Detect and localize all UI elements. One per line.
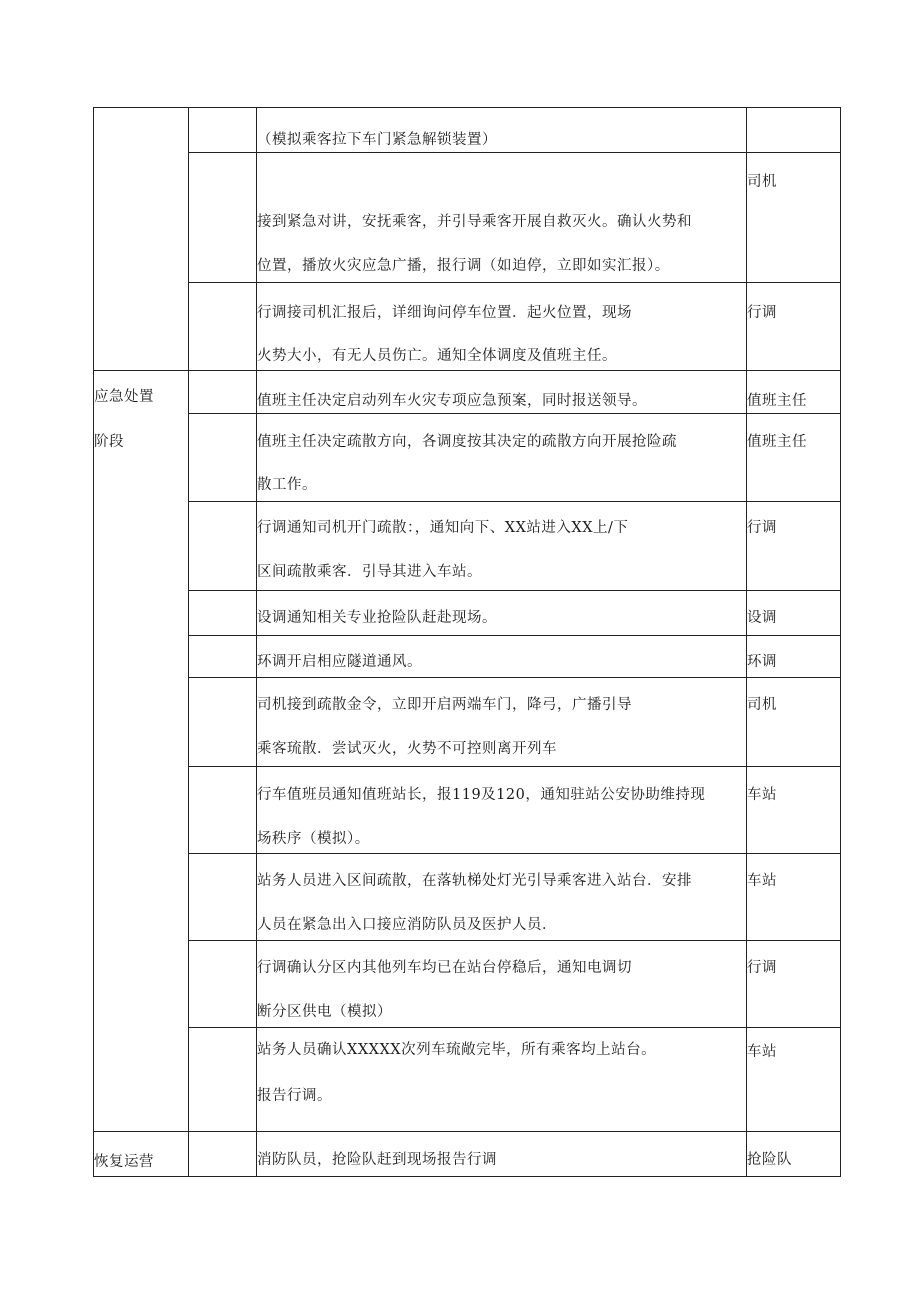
step-text: 报告行调。 — [257, 1088, 332, 1104]
step-text: 值班主任决定疏散方向，各调度按其决定的疏散方向开展抢险疏 — [257, 434, 677, 450]
table-row — [94, 371, 841, 414]
blank-cell — [189, 591, 257, 636]
blank-cell — [189, 767, 257, 854]
step-text: 司机接到疏散金令，立即开启两端车门，降弓，广播引导 — [257, 697, 632, 713]
step-text: 消防队员，抢险队赶到现场报告行调 — [257, 1152, 497, 1168]
role-cell — [747, 854, 841, 941]
table-row — [94, 153, 841, 283]
table-row — [94, 854, 841, 941]
step-content — [257, 767, 747, 854]
step-text: 散工作。 — [257, 477, 317, 493]
role-text: 设调 — [747, 610, 777, 626]
step-content — [257, 414, 747, 502]
blank-cell — [189, 502, 257, 591]
phase-cell-recovery — [94, 1132, 189, 1177]
role-cell — [747, 108, 841, 153]
blank-cell — [189, 283, 257, 371]
table-row — [94, 108, 841, 153]
step-text: 行调通知司机开门疏散：，通知向下、XX站进入XX上/下 — [257, 520, 629, 536]
table-row — [94, 591, 841, 636]
table-row — [94, 767, 841, 854]
role-cell — [747, 502, 841, 591]
role-text: 值班主任 — [747, 434, 807, 450]
step-content — [257, 153, 747, 283]
step-content — [257, 1132, 747, 1177]
blank-cell — [189, 371, 257, 414]
table-row — [94, 502, 841, 591]
table-row — [94, 1028, 841, 1132]
step-text: 站务人员进入区间疏散，在落轨梯处灯光引导乘客进入站台．安排 — [257, 873, 692, 889]
role-text: 值班主任 — [747, 393, 807, 409]
step-content — [257, 854, 747, 941]
step-text: （模拟乘客拉下车门紧急解锁装置） — [257, 132, 497, 148]
blank-cell — [189, 414, 257, 502]
blank-cell — [189, 941, 257, 1028]
step-text: 断分区供电（模拟） — [257, 1004, 392, 1020]
blank-cell — [189, 1132, 257, 1177]
step-text: 位置，播放火灾应急广播，报行调（如迫停，立即如实汇报）。 — [257, 258, 670, 274]
role-cell — [747, 283, 841, 371]
step-text: 行车值班员通知值班站长，报119及120，通知驻站公安协助维持现 — [257, 787, 706, 803]
step-content — [257, 678, 747, 767]
role-cell — [747, 767, 841, 854]
role-text: 车站 — [747, 787, 777, 803]
phase-label: 阶段 — [94, 434, 124, 450]
role-text: 行调 — [747, 520, 777, 536]
step-content — [257, 941, 747, 1028]
step-content — [257, 1028, 747, 1132]
procedure-table — [93, 107, 841, 1177]
step-text: 场秩序（模拟）。 — [257, 831, 370, 847]
blank-cell — [189, 1028, 257, 1132]
role-cell — [747, 636, 841, 678]
step-text: 行调确认分区内其他列车均已在站台停稳后，通知电调切 — [257, 960, 632, 976]
step-text: 区间疏散乘客．引导其进入车站。 — [257, 564, 482, 580]
role-cell — [747, 678, 841, 767]
role-text: 车站 — [747, 873, 777, 889]
phase-cell-emergency — [94, 371, 189, 1132]
step-text: 人员在紧急出入口接应消防队员及医护人员． — [257, 917, 557, 933]
phase-label: 应急处置 — [94, 389, 154, 405]
role-cell — [747, 1132, 841, 1177]
step-text: 站务人员确认XXXXX次列车琉敞完毕，所有乘客均上站台。 — [257, 1042, 657, 1058]
role-cell — [747, 153, 841, 283]
role-cell — [747, 941, 841, 1028]
step-content — [257, 108, 747, 153]
table-row — [94, 941, 841, 1028]
role-text: 司机 — [747, 174, 777, 190]
blank-cell — [189, 108, 257, 153]
role-cell — [747, 414, 841, 502]
role-text: 抢险队 — [747, 1152, 792, 1168]
blank-cell — [189, 153, 257, 283]
step-text: 值班主任决定启动列车火灾专项应急预案，同时报送领导。 — [257, 393, 647, 409]
step-content — [257, 283, 747, 371]
blank-cell — [189, 854, 257, 941]
step-content — [257, 636, 747, 678]
role-text: 环调 — [747, 654, 777, 670]
role-cell — [747, 371, 841, 414]
phase-cell-empty — [94, 108, 189, 371]
step-content — [257, 502, 747, 591]
step-content — [257, 371, 747, 414]
role-text: 行调 — [747, 305, 777, 321]
table-row — [94, 1132, 841, 1177]
role-text: 司机 — [747, 697, 777, 713]
step-text: 行调接司机汇报后，详细询问停车位置．起火位置，现场 — [257, 305, 632, 321]
role-cell — [747, 591, 841, 636]
step-text: 火势大小，有无人员伤亡。通知全体调度及值班主任。 — [257, 348, 617, 364]
step-content — [257, 591, 747, 636]
table-row — [94, 636, 841, 678]
phase-label: 恢复运营 — [94, 1154, 154, 1170]
table-row — [94, 414, 841, 502]
role-cell — [747, 1028, 841, 1132]
step-text: 设调通知相关专业抢险队赶赴现场。 — [257, 610, 497, 626]
step-text: 乘客琉散．尝试灭火，火势不可控则离开列车 — [257, 741, 557, 757]
blank-cell — [189, 636, 257, 678]
blank-cell — [189, 678, 257, 767]
role-text: 行调 — [747, 960, 777, 976]
table-row — [94, 283, 841, 371]
role-text: 车站 — [747, 1044, 777, 1060]
step-text: 接到紧急对讲，安抚乘客，并引导乘客开展自救灭火。确认火势和 — [257, 214, 692, 230]
table-row — [94, 678, 841, 767]
step-text: 环调开启相应隧道通风。 — [257, 654, 422, 670]
